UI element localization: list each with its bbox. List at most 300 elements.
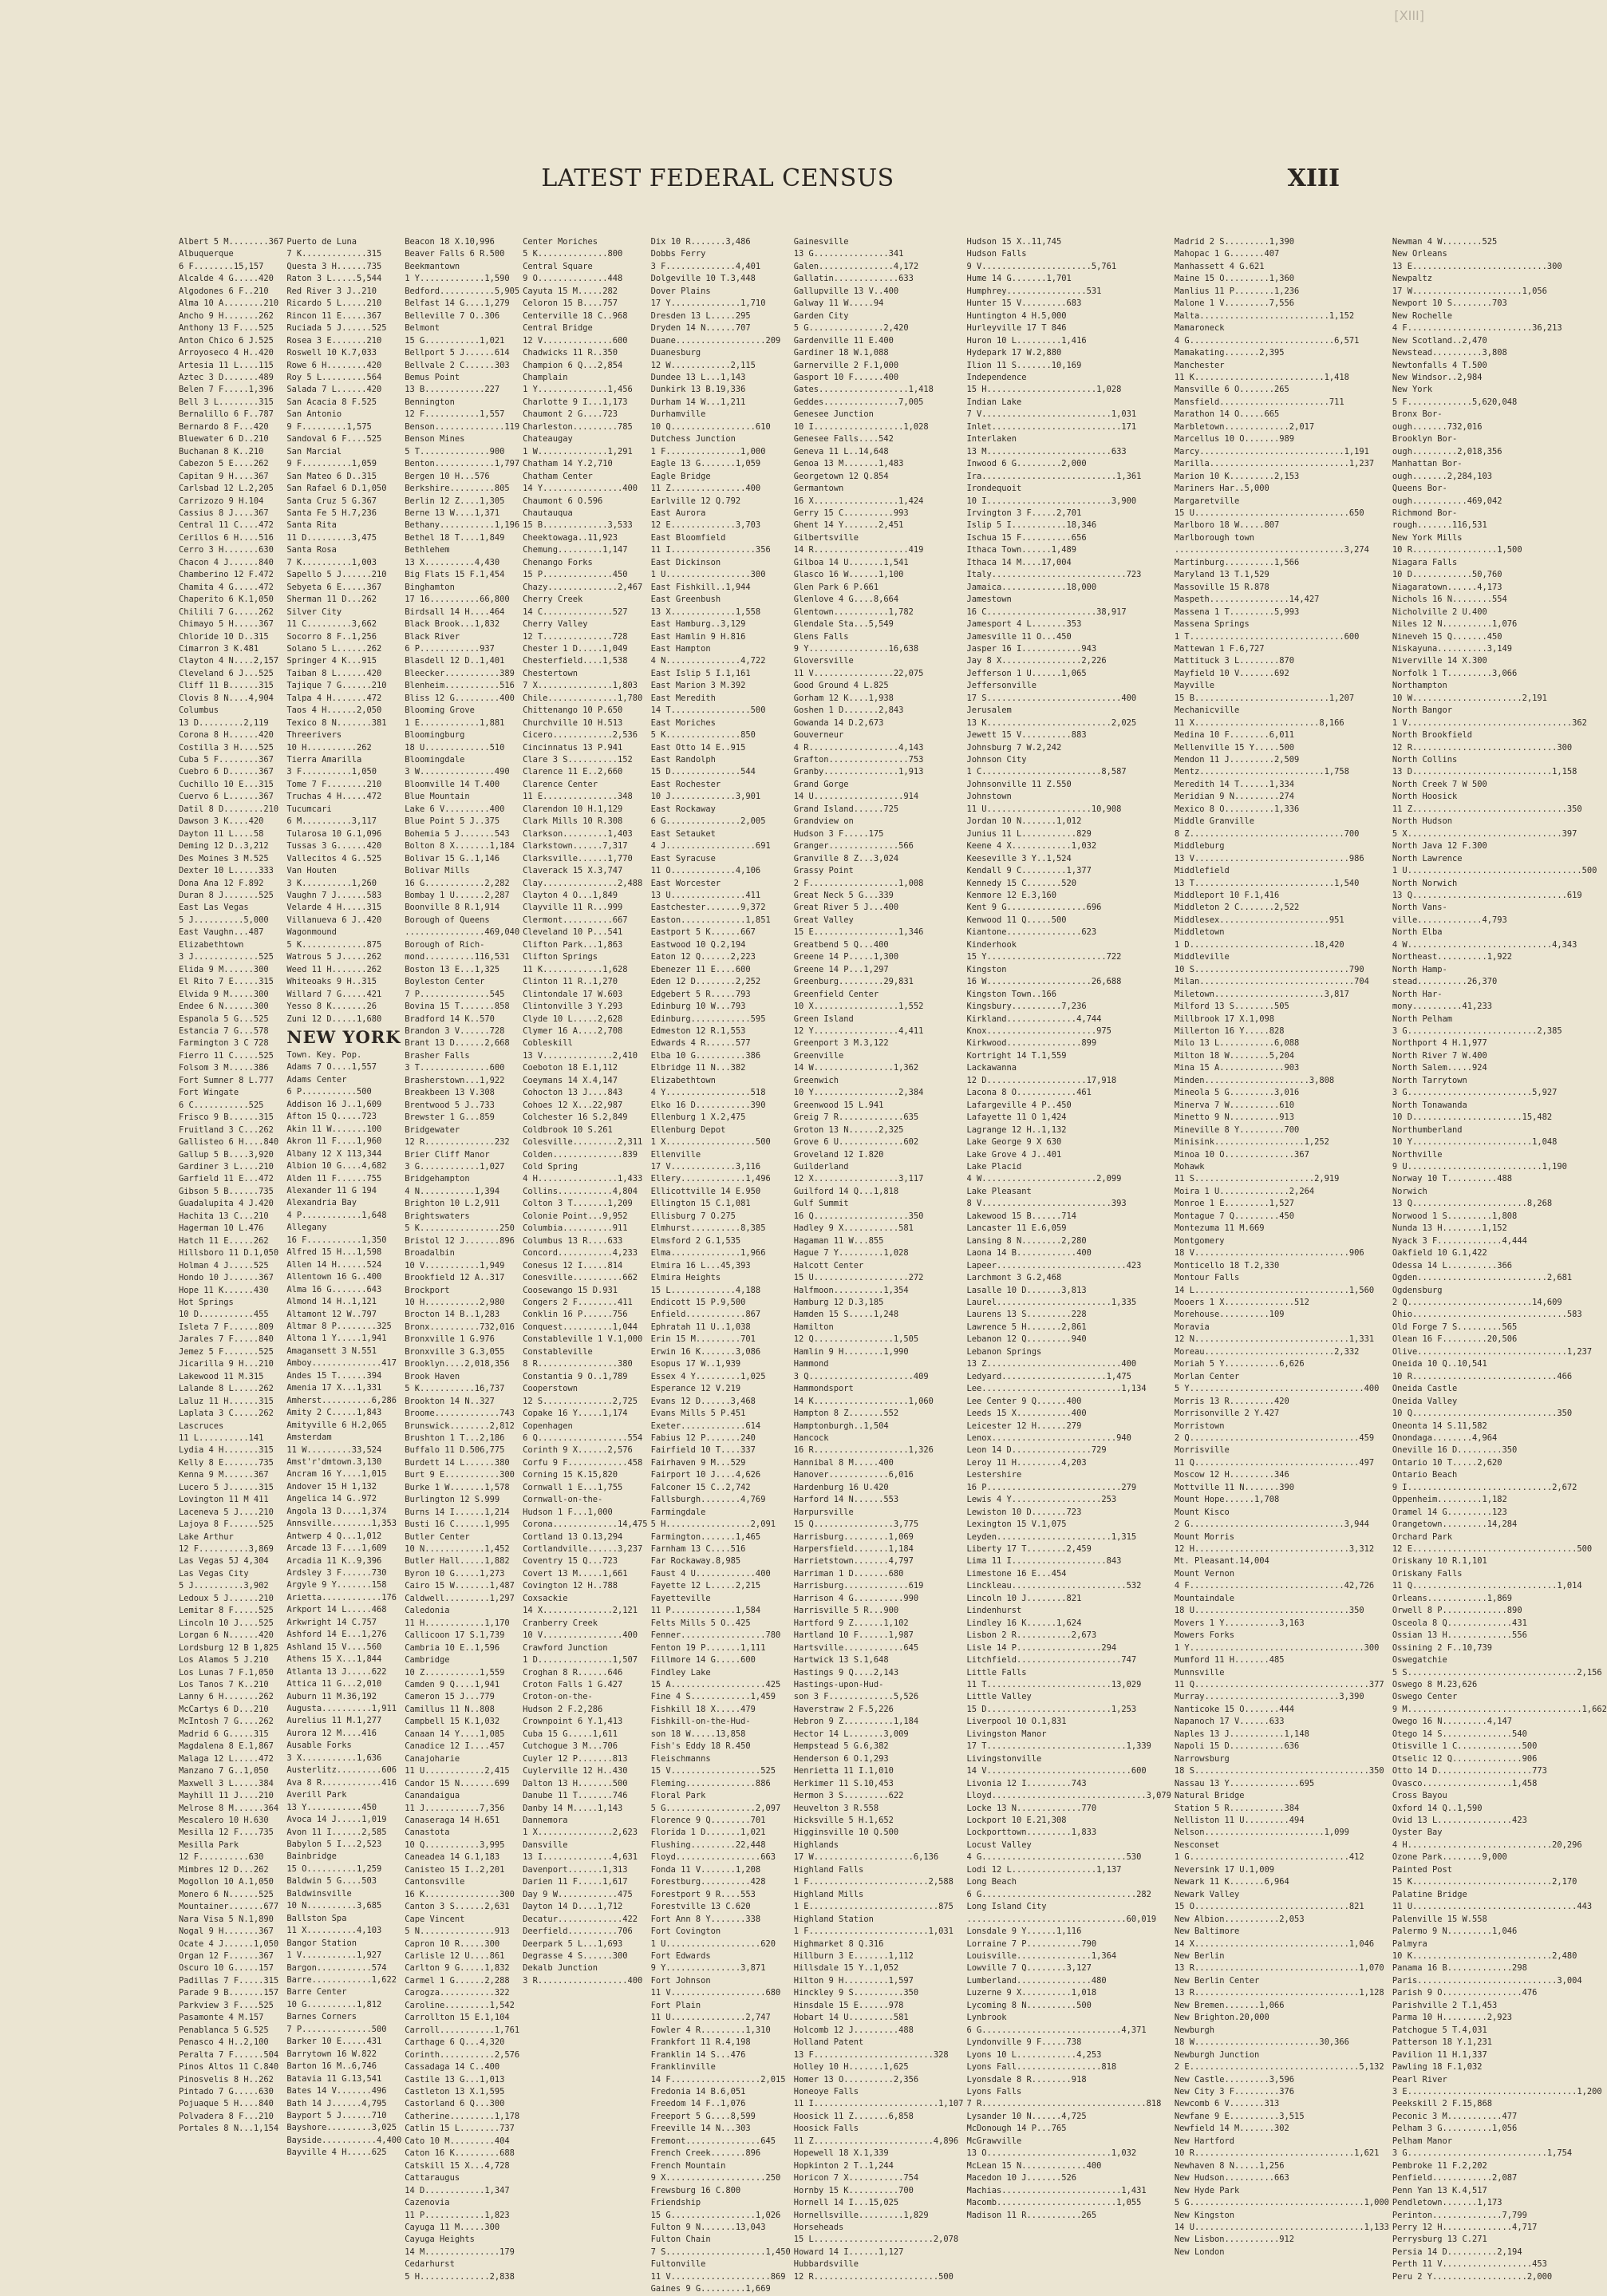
census-entry: Boyleston Center: [405, 977, 485, 987]
census-entry: Nanticoke 15 O.......444: [1174, 1704, 1295, 1714]
census-entry: Morris 13 R.........420: [1174, 1396, 1289, 1406]
census-entry: Endicott 15 P.9,500: [650, 1297, 746, 1307]
census-entry: Lasalle 10 D.......3,813: [966, 1285, 1087, 1295]
census-entry: Elmira 16 L...45,393: [650, 1260, 751, 1271]
census-entry: Colesville.........2,311: [523, 1137, 643, 1148]
census-entry: 15 U...................272: [793, 1273, 924, 1283]
census-entry: 6 P...........500: [286, 1087, 372, 1097]
census-entry: 10 D...........455: [179, 1310, 269, 1320]
census-entry: East Rochester: [650, 779, 721, 789]
census-entry: 8 R................380: [523, 1359, 633, 1369]
census-entry: Kinderhook: [966, 939, 1017, 950]
census-entry: Oakfield 10 G.1,422: [1392, 1248, 1487, 1259]
census-entry: Bolton 8 X.......1,184: [405, 841, 515, 852]
census-entry: 11 K............1,628: [523, 964, 628, 974]
census-entry: 3 G.........................5,927: [1392, 1088, 1558, 1098]
census-entry: Gowanda 14 D.2,673: [793, 717, 884, 728]
census-entry: 10 W......................2,191: [1392, 693, 1547, 703]
census-entry: Bloomingburg: [405, 730, 465, 741]
census-entry: Johnsonville 11 Z.550: [966, 779, 1072, 789]
census-entry: Cortlandville......3,237: [523, 1544, 643, 1555]
census-entry: Hume 14 G.......1,701: [966, 274, 1072, 284]
census-entry: Bronx Bor-: [1392, 409, 1443, 420]
census-entry: Dobbs Ferry: [650, 249, 706, 259]
census-entry: 13 Q...............................619: [1392, 891, 1582, 901]
census-entry: Jerusalem: [966, 705, 1012, 716]
census-entry: Brighton 10 L.2,911: [405, 1199, 500, 1209]
census-entry: Lakewood 15 B......714: [966, 1211, 1077, 1221]
census-entry: Jasper 16 I............943: [966, 643, 1097, 654]
census-entry: Covington 12 H..788: [523, 1581, 618, 1591]
census-entry: Orleans............1,869: [1392, 1593, 1513, 1603]
census-entry: Italy...........................723: [966, 570, 1142, 580]
census-entry: Castorland 6 Q...300: [405, 2099, 505, 2109]
census-entry: Camillus 11 N..808: [405, 1704, 495, 1714]
census-entry: New Albion...........2,053: [1174, 1914, 1305, 1924]
census-entry: North Hamp-: [1392, 964, 1447, 974]
census-entry: Station 5 R...........384: [1174, 1803, 1300, 1813]
census-entry: Natural Bridge: [1174, 1791, 1245, 1801]
census-entry: Mamakating.......2,395: [1174, 348, 1285, 358]
census-entry: Lake Pleasant: [966, 1186, 1032, 1196]
census-entry: 13 U...............411: [650, 891, 761, 901]
census-entry: Fairport 10 J....4,626: [650, 1470, 761, 1480]
census-entry: Franklin 14 S...476: [650, 2049, 746, 2060]
census-entry: 16 Q...................350: [793, 1211, 924, 1221]
census-entry: 3 X...........1,636: [286, 1753, 382, 1763]
census-entry: 14 C..............527: [523, 607, 628, 617]
census-entry: Barker 10 E.....431: [286, 2037, 382, 2047]
census-entry: 13 I..............4,631: [523, 1852, 638, 1863]
census-entry: Castleton 13 X.1,595: [405, 2086, 505, 2096]
census-entry: Paris............................3,004: [1392, 1975, 1582, 1986]
census-entry: Chenango Forks: [523, 557, 593, 567]
census-entry: 5 K...........16,737: [405, 1384, 505, 1394]
census-entry: New York: [1392, 385, 1432, 395]
census-entry: Kent 9 G................696: [966, 903, 1102, 913]
census-entry: Niskayuna..........3,149: [1392, 643, 1513, 654]
census-entry: Harrisburg.........1,069: [793, 1531, 914, 1542]
census-entry: 8 V..........................393: [966, 1199, 1127, 1209]
census-entry: Centerville 18 C..968: [523, 310, 628, 321]
census-entry: Brook Haven: [405, 1371, 460, 1381]
census-entry: Aurelius 11 M.1,277: [286, 1716, 382, 1726]
census-entry: Allen 14 H......524: [286, 1259, 382, 1270]
census-entry: Kenna 9 M......367: [179, 1470, 269, 1480]
census-entry: mony..........41,233: [1392, 1002, 1493, 1012]
census-entry: Fulton 9 N.......13,043: [650, 2222, 766, 2232]
page-header: [0, 164, 1435, 196]
census-entry: Hillsboro 11 D.1,050: [179, 1248, 279, 1259]
census-entry: Polvadera 8 F...210: [179, 2111, 274, 2121]
census-entry: Laceneva 5 J....210: [179, 1507, 274, 1517]
census-entry: Garfield 11 E...472: [179, 1174, 274, 1184]
census-entry: 1 D...............1,507: [523, 1655, 638, 1666]
census-entry: Estancia 7 G...578: [179, 1026, 269, 1036]
census-entry: Organ 12 F......367: [179, 1950, 274, 1961]
census-entry: Hagaman 11 W...855: [793, 1235, 884, 1246]
census-entry: Newfield 14 M.......302: [1174, 2124, 1289, 2134]
census-entry: Clermont..........667: [523, 915, 628, 925]
census-entry: Cornwall 1 E...1,755: [523, 1482, 623, 1492]
census-entry: 16 R...................1,326: [793, 1445, 934, 1456]
census-entry: Medina 10 F........6,011: [1174, 730, 1295, 741]
census-entry: 18 U.............510: [405, 742, 505, 753]
census-entry: Capitan 9 H....367: [179, 471, 269, 481]
census-entry: 1 U.................300: [650, 570, 766, 580]
census-entry: Hartwick 13 S.1,648: [793, 1655, 889, 1666]
census-entry: Esopus 17 W..1,939: [650, 1359, 741, 1369]
census-entry: Isleta 7 F......809: [179, 1322, 274, 1332]
census-entry: Johnstown: [966, 792, 1012, 802]
census-entry: Vallecitos 4 G..525: [286, 853, 382, 863]
census-entry: Maxwell 3 L.....384: [179, 1778, 274, 1788]
census-entry: Conklin 16 P......756: [523, 1310, 628, 1320]
census-entry: Chamita 4 G.....472: [179, 582, 274, 592]
census-entry: Elmsford 2 G.1,535: [650, 1235, 741, 1246]
census-entry: Canaseraga 14 H.651: [405, 1816, 500, 1825]
census-entry: Clarkstown......7,317: [523, 841, 628, 852]
census-entry: Forestburg..........428: [650, 1877, 766, 1887]
census-entry: Ellery.............1,496: [650, 1174, 771, 1184]
census-entry: Mamaroneck: [1174, 323, 1225, 334]
census-entry: 15 L.............4,188: [650, 1285, 761, 1295]
census-entry: Elida 9 M......300: [179, 964, 269, 974]
census-entry: Canton 3 S......2,631: [405, 1902, 510, 1912]
census-entry: Barnes Corners: [286, 2012, 357, 2022]
census-entry: Laplata 3 C.....262: [179, 1409, 274, 1419]
census-entry: Cincinnatus 13 P.941: [523, 742, 623, 753]
census-entry: Corning 15 K.15,820: [523, 1470, 618, 1480]
census-entry: Lisle 14 P.................294: [966, 1642, 1117, 1653]
census-entry: Horicon 7 X...........754: [793, 2173, 919, 2183]
census-entry: Perinton..............7,799: [1392, 2210, 1527, 2220]
census-entry: Gilbertsville: [793, 532, 859, 543]
census-entry: Cedarhurst: [405, 2259, 455, 2270]
census-entry: Angelica 14 G..972: [286, 1494, 377, 1504]
census-entry: Carlisle 12 U....861: [405, 1950, 505, 1961]
census-entry: Clifton Park...1,863: [523, 939, 623, 950]
census-entry: Hatch 11 E.....262: [179, 1235, 269, 1246]
census-entry: Canisteo 15 I..2,201: [405, 1864, 505, 1875]
census-entry: Guilford 14 Q...1,818: [793, 1186, 899, 1196]
census-entry: 11 Q.............................1,014: [1392, 1581, 1582, 1591]
census-entry: Ballston Spa: [286, 1913, 347, 1923]
census-entry: Higginsville 10 Q.500: [793, 1828, 899, 1838]
census-entry: Brightswaters: [405, 1211, 470, 1221]
census-entry: Berkshire.........805: [405, 484, 510, 494]
census-entry: Grandview on: [793, 816, 854, 827]
census-entry: Hartford 9 Z......1,102: [793, 1618, 909, 1628]
census-entry: Holland Patent: [793, 2037, 864, 2048]
census-entry: 11 O.............4,106: [650, 866, 761, 876]
census-entry: Hope 11 K......430: [179, 1285, 269, 1295]
census-entry: Oscuro 10 G.....157: [179, 1963, 274, 1974]
census-entry: Carlsbad 12 L.2,205: [179, 484, 274, 494]
census-entry: Elko 16 D...........390: [650, 1100, 766, 1110]
census-entry: Athens 15 X...1,844: [286, 1654, 382, 1665]
census-entry: 12 E.................................500: [1392, 1544, 1593, 1555]
census-entry: Addison 16 J..1,609: [286, 1099, 382, 1109]
census-entry: Antwerp 4 Q...1,012: [286, 1531, 382, 1541]
census-entry: Nara Visa 5 N.1,890: [179, 1914, 274, 1924]
census-entry: Coeboton 18 E.1,112: [523, 1063, 618, 1073]
census-entry: Bellvale 2 C......303: [405, 360, 510, 370]
census-entry: Erin 15 M.........701: [650, 1334, 756, 1345]
census-entry: 6 G...............................282: [966, 1889, 1151, 1899]
census-entry: Larchmont 3 G.2,468: [966, 1273, 1062, 1283]
census-entry: Dona Ana 12 F.892: [179, 878, 264, 888]
census-entry: 18 S...................................350: [1174, 1766, 1384, 1776]
census-entry: Middleport 10 F.1,416: [1174, 891, 1280, 901]
page-number: XIII: [1287, 164, 1340, 192]
census-entry: North Lawrence: [1392, 853, 1463, 863]
census-entry: 12 Q................1,505: [793, 1334, 919, 1345]
census-entry: Granby...............1,913: [793, 767, 924, 777]
census-entry: 13 D............................1,158: [1392, 767, 1577, 777]
census-entry: Far Rockaway.8,985: [650, 1556, 741, 1567]
census-entry: 3 G..........................2,385: [1392, 1026, 1562, 1036]
census-entry: New Hyde Park: [1174, 2185, 1240, 2195]
census-entry: Congers 2 F........411: [523, 1297, 633, 1307]
census-entry: 1 G................................412: [1174, 1852, 1364, 1863]
census-entry: Augusta..........1,911: [286, 1704, 397, 1714]
census-entry: Gallisteo 6 H....840: [179, 1137, 279, 1148]
census-entry: Guilderland: [793, 1161, 849, 1172]
census-entry: Bainbridge: [286, 1851, 337, 1862]
census-entry: Harriman 1 D.......680: [793, 1568, 904, 1579]
census-entry: Dryden 14 N......707: [650, 323, 751, 334]
census-entry: Zuni 12 D.....1,680: [286, 1014, 382, 1024]
census-entry: Attica 11 G...2,010: [286, 1679, 382, 1689]
census-entry: Carroll...........1,761: [405, 2025, 520, 2035]
census-entry: Lebanon Springs: [966, 1346, 1042, 1357]
census-entry: Davenport.......1,313: [523, 1864, 628, 1875]
census-entry: Jamesport 4 L.......353: [966, 619, 1082, 630]
census-entry: 10 V................400: [523, 1630, 638, 1641]
census-entry: 9 X....................250: [650, 2173, 781, 2183]
census-entry: Northeast..........1,922: [1392, 952, 1513, 962]
census-entry: Constableville: [523, 1346, 593, 1357]
census-entry: Amst'r'dmtown.3,130: [286, 1456, 382, 1467]
census-entry: Newburgh: [1174, 2025, 1214, 2035]
census-entry: Old Forge 7 S.........565: [1392, 1322, 1518, 1332]
census-entry: North Java 12 F.300: [1392, 841, 1487, 852]
census-entry: North Tarrytown: [1392, 1075, 1467, 1085]
census-entry: Hoosick 11 Z.......6,858: [793, 2111, 914, 2121]
census-entry: Ruciada 5 J......525: [286, 323, 387, 334]
census-entry: Erwin 16 K.......3,086: [650, 1346, 761, 1357]
census-entry: Cohoes 12 X...22,987: [523, 1100, 623, 1110]
census-entry: Louisville...............1,364: [966, 1950, 1117, 1961]
census-entry: 10 X.................1,552: [793, 1002, 924, 1012]
census-entry: 5 J..........5,000: [179, 915, 269, 925]
census-entry: 3 E..................................1,200: [1392, 2086, 1602, 2096]
census-entry: Alden 11 F......755: [286, 1173, 382, 1184]
census-entry: Oppenheim.........1,182: [1392, 1495, 1507, 1505]
census-entry: 5 K.............875: [286, 939, 382, 950]
census-entry: 13 M.........................633: [966, 446, 1127, 456]
census-entry: Glentown...........1,782: [793, 607, 914, 617]
census-entry: Harford 14 N......553: [793, 1495, 899, 1505]
census-entry: Pelham 3 G..........1,056: [1392, 2124, 1518, 2134]
census-entry: Kenwood 11 Q.....500: [966, 915, 1067, 925]
census-entry: Green Island: [793, 1014, 854, 1024]
census-entry: Bergen 10 H...576: [405, 471, 490, 481]
census-entry: Lenox.........................940: [966, 1433, 1131, 1443]
census-entry: Gouverneur: [793, 730, 844, 741]
census-entry: Gardenville 11 E.400: [793, 335, 894, 346]
census-entry: 7 V..........................1,031: [966, 409, 1137, 420]
census-entry: Glens Falls: [793, 631, 849, 642]
census-entry: Lakewood 11 M.315: [179, 1371, 264, 1381]
census-entry: Lyons Falls: [966, 2086, 1022, 2096]
census-entry: Mentz.........................1,758: [1174, 767, 1349, 777]
census-entry: Oneida Valley: [1392, 1396, 1458, 1406]
census-entry: 5 K................250: [405, 1223, 515, 1234]
census-entry: Charleston.........785: [523, 421, 633, 432]
census-entry: Mesilla Park: [179, 1840, 239, 1850]
census-entry: 1 F...............1,000: [650, 446, 766, 456]
corner-mark: [XIII]: [1394, 8, 1424, 23]
census-entry: Heuvelton 3 R.558: [793, 1803, 879, 1813]
census-entry: 2 G...............................3,944: [1174, 1519, 1369, 1530]
census-entry: Palmyra: [1392, 1938, 1427, 1949]
census-entry: Norwich: [1392, 1186, 1427, 1196]
census-entry: Gardiner 3 L....210: [179, 1161, 274, 1172]
census-entry: Greenport 3 M.3,122: [793, 1038, 889, 1049]
census-entry: Catskill 15 X...4,728: [405, 2160, 510, 2171]
census-entry: Fairhaven 9 M...529: [650, 1457, 746, 1468]
census-entry: East Randolph: [650, 755, 716, 765]
census-entry: 14 R...................419: [793, 545, 924, 555]
census-entry: Blasdell 12 D..1,401: [405, 656, 505, 666]
census-entry: Cliff 11 B......315: [179, 681, 274, 691]
census-entry: Manlius 11 P........1,236: [1174, 286, 1300, 296]
census-entry: Harrison 4 G..........990: [793, 1593, 919, 1603]
census-entry: Questa 3 H......735: [286, 261, 382, 271]
census-entry: Galen...............4,172: [793, 261, 919, 271]
census-entry: Dalton 13 H.......500: [523, 1778, 628, 1788]
census-entry: Eastport 5 K......667: [650, 927, 756, 938]
census-entry: Mansville 6 O.......265: [1174, 385, 1289, 395]
census-entry: Duanesburg: [650, 348, 701, 358]
census-entry: 10 Y.................2,384: [793, 1088, 924, 1098]
census-entry: Cantonsville: [405, 1877, 465, 1887]
census-entry: Hubbardsville: [793, 2259, 859, 2270]
census-entry: 14 X...............................1,046: [1174, 1938, 1375, 1949]
census-entry: Clinton 11 R..1,270: [523, 977, 618, 987]
census-entry: Busti 16 C......1,995: [405, 1519, 510, 1530]
census-entry: 11 Q...................................377: [1174, 1680, 1384, 1690]
census-entry: Copake 16 Y.....1,174: [523, 1409, 628, 1419]
census-entry: Arcade 13 F....1,609: [286, 1543, 387, 1554]
census-entry: Greenburg.........29,831: [793, 977, 914, 987]
census-entry: Dayton 11 L....58: [179, 828, 264, 839]
census-entry: Islip 5 I...........18,346: [966, 520, 1097, 531]
census-entry: Clayton 4 O...1,849: [523, 891, 618, 901]
census-entry: Santa Fe 5 H.7,236: [286, 508, 377, 518]
census-entry: Carthage 6 Q...4,320: [405, 2037, 505, 2048]
census-entry: Hamilton: [793, 1322, 834, 1332]
census-columns: [179, 236, 1607, 2294]
census-entry: 13 Y...........450: [286, 1802, 377, 1812]
census-entry: Alcalde 4 G.....420: [179, 274, 274, 284]
census-entry: Arkport 14 L.....468: [286, 1605, 387, 1615]
census-entry: Ohio...............................583: [1392, 1310, 1582, 1320]
census-entry: Rincon 11 E.....367: [286, 310, 382, 321]
census-entry: Madison 11 R...........265: [966, 2210, 1097, 2220]
census-entry: Fenton 19 P.......1,111: [650, 1642, 766, 1653]
census-entry: 10 I..................1,028: [793, 421, 929, 432]
census-entry: East Vaughn...487: [179, 927, 264, 938]
census-entry: 1 U...................................500: [1392, 866, 1597, 876]
census-entry: Hinckley 9 S..........350: [793, 1988, 919, 1998]
census-entry: Mountaindale: [1174, 1593, 1234, 1603]
census-entry: Hebron 9 Z..........1,184: [793, 1717, 919, 1727]
census-entry: Amityville 6 H.2,065: [286, 1420, 387, 1430]
census-entry: 16 W.....................26,688: [966, 977, 1122, 987]
census-entry: Cayuga 11 M.....300: [405, 2222, 500, 2232]
census-entry: Ozone Park........9,000: [1392, 1852, 1507, 1863]
census-entry: Ebenezer 11 E....600: [650, 964, 751, 974]
census-entry: Luzerne 9 X..........1,018: [966, 1988, 1097, 1998]
census-entry: Ellenburg Depot: [650, 1124, 726, 1135]
census-entry: Kenmore 12 E.3,160: [966, 891, 1057, 901]
census-entry: 17 16..........66,800: [405, 595, 510, 605]
census-entry: Hammondsport: [793, 1384, 854, 1394]
census-entry: Constantia 9 O..1,789: [523, 1371, 628, 1381]
census-entry: 13 R.................................1,128: [1174, 1988, 1384, 1998]
census-entry: Patchogue 5 T.4,031: [1392, 2025, 1487, 2035]
census-entry: Owego 16 N.........4,147: [1392, 1717, 1513, 1727]
census-entry: stead..........26,370: [1392, 977, 1498, 987]
census-entry: 4 W.............................4,343: [1392, 939, 1577, 950]
census-entry: 15 A...................425: [650, 1680, 781, 1690]
census-entry: Barre Center: [286, 1987, 347, 1998]
census-entry: Mayhill 11 J....210: [179, 1791, 274, 1801]
census-entry: Penfield............2,087: [1392, 2173, 1518, 2183]
census-entry: ough...........469,042: [1392, 496, 1502, 506]
census-entry: Catherine.........1,178: [405, 2111, 520, 2121]
census-entry: Northampton: [1392, 681, 1447, 691]
census-entry: Castile 13 G...1,013: [405, 2074, 505, 2085]
census-entry: Kirkwood...............899: [966, 1038, 1097, 1049]
census-entry: North Salem.....924: [1392, 1063, 1487, 1073]
census-entry: Lewiston 10 D.......723: [966, 1507, 1082, 1517]
census-entry: Fish's Eddy 18 R.450: [650, 1741, 751, 1752]
census-entry: Dansville: [523, 1840, 568, 1850]
census-entry: North Har-: [1392, 989, 1443, 999]
census-entry: Mottville 11 N.......390: [1174, 1482, 1295, 1492]
census-entry: Kelly 8 E.......735: [179, 1457, 274, 1468]
census-entry: Arkwright 14 C.757: [286, 1617, 377, 1627]
census-entry: Cranberry Creek: [523, 1618, 598, 1628]
census-entry: 4 N...........1,394: [405, 1186, 500, 1196]
census-entry: Mayfield 10 V.......692: [1174, 668, 1289, 678]
census-entry: ough.......2,284,103: [1392, 471, 1493, 481]
census-entry: Fayette 12 L.....2,215: [650, 1581, 761, 1591]
census-entry: Brandon 3 V......728: [405, 1026, 505, 1036]
census-entry: Nelson........................1,099: [1174, 1828, 1349, 1838]
census-entry: 9 F..........1,059: [286, 459, 377, 469]
census-entry: Lumberland...............480: [966, 1975, 1107, 1986]
census-entry: Lloyd...............................3,079: [966, 1791, 1171, 1801]
census-entry: Gulf Summit: [793, 1199, 849, 1209]
census-entry: Gasport 10 F......400: [793, 372, 899, 382]
census-entry: Springer 4 K...915: [286, 656, 377, 666]
census-entry: Bethany...........1,196: [405, 520, 520, 531]
